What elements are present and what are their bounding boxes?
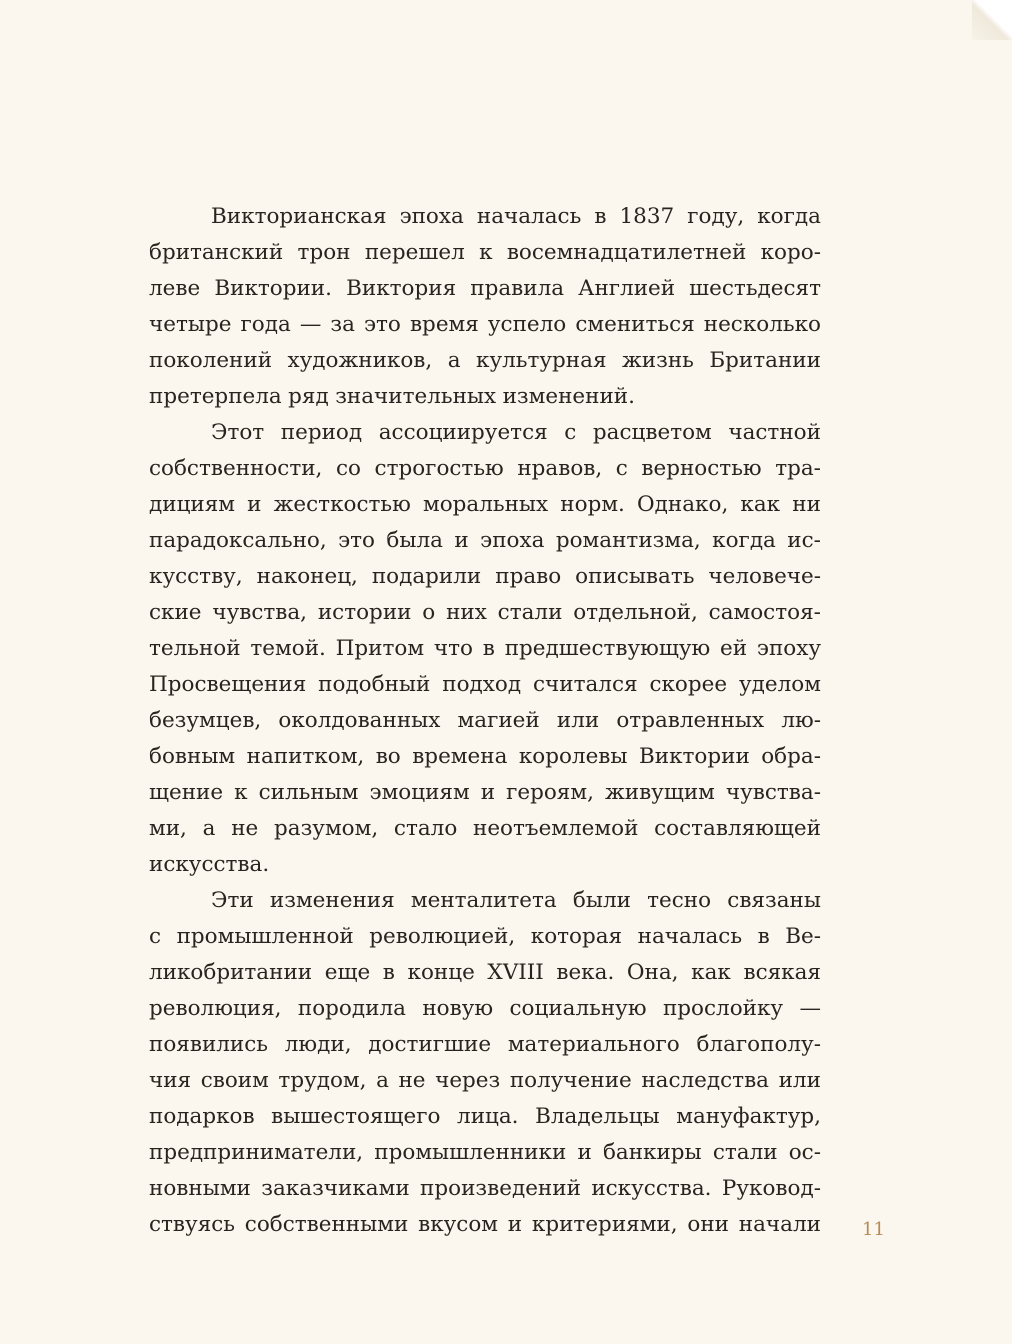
page-number: 11 [862, 1219, 885, 1240]
text-line: Эти изменения менталитета были тесно связаны [211, 888, 821, 913]
text-line: леве Виктории. Виктория правила Англией шестьдесят [149, 276, 821, 301]
text-line: искусства. [149, 852, 270, 877]
paragraph [149, 883, 821, 1243]
text-line: претерпела ряд значительных изменений. [149, 384, 635, 409]
text-line: ликобритании еще в конце XVIII века. Она, как всякая [149, 960, 821, 985]
paragraph [149, 199, 821, 415]
text-line: бовным напитком, во времена королевы Виктории обра- [149, 744, 821, 769]
page-corner-fold [972, 0, 1012, 40]
text-line: британский трон перешел к восемнадцатилетней коро- [149, 240, 821, 265]
text-line: тельной темой. Притом что в предшествующую ей эпоху [149, 636, 821, 661]
text-line: с промышленной революцией, которая началась в Ве- [149, 924, 821, 949]
text-line: революция, породила новую социальную прослойку — [149, 996, 821, 1021]
text-line: дициям и жесткостью моральных норм. Однако, как ни [149, 492, 821, 517]
text-line: безумцев, околдованных магией или отравленных лю- [149, 708, 821, 733]
text-line: собственности, со строгостью нравов, с верностью тра- [149, 456, 821, 481]
text-line: поколений художников, а культурная жизнь Британии [149, 348, 821, 373]
text-line: Этот период ассоциируется с расцветом частной [211, 420, 821, 445]
text-line: ми, а не разумом, стало неотъемлемой составляющей [149, 816, 821, 841]
text-line: подарков вышестоящего лица. Владельцы мануфактур, [149, 1104, 821, 1129]
body-text [149, 199, 821, 1243]
text-line: четыре года — за это время успело смениться несколько [149, 312, 821, 337]
text-line: ские чувства, истории о них стали отдельной, самостоя- [149, 600, 821, 625]
text-line: щение к сильным эмоциям и героям, живущим чувства- [149, 780, 821, 805]
text-line: Просвещения подобный подход считался скорее уделом [149, 672, 821, 697]
text-line: новными заказчиками произведений искусства. Руковод- [149, 1176, 821, 1201]
text-line: появились люди, достигшие материального благополу- [149, 1032, 821, 1057]
text-line: ствуясь собственными вкусом и критериями, они начали [149, 1212, 821, 1237]
text-line: Викторианская эпоха началась в 1837 году, когда [211, 204, 821, 229]
text-line: предприниматели, промышленники и банкиры стали ос- [149, 1140, 821, 1165]
text-line: парадоксально, это была и эпоха романтизма, когда ис- [149, 528, 821, 553]
text-line: чия своим трудом, а не через получение наследства или [149, 1068, 821, 1093]
text-line: кусству, наконец, подарили право описывать человече- [149, 564, 821, 589]
paragraph [149, 415, 821, 883]
